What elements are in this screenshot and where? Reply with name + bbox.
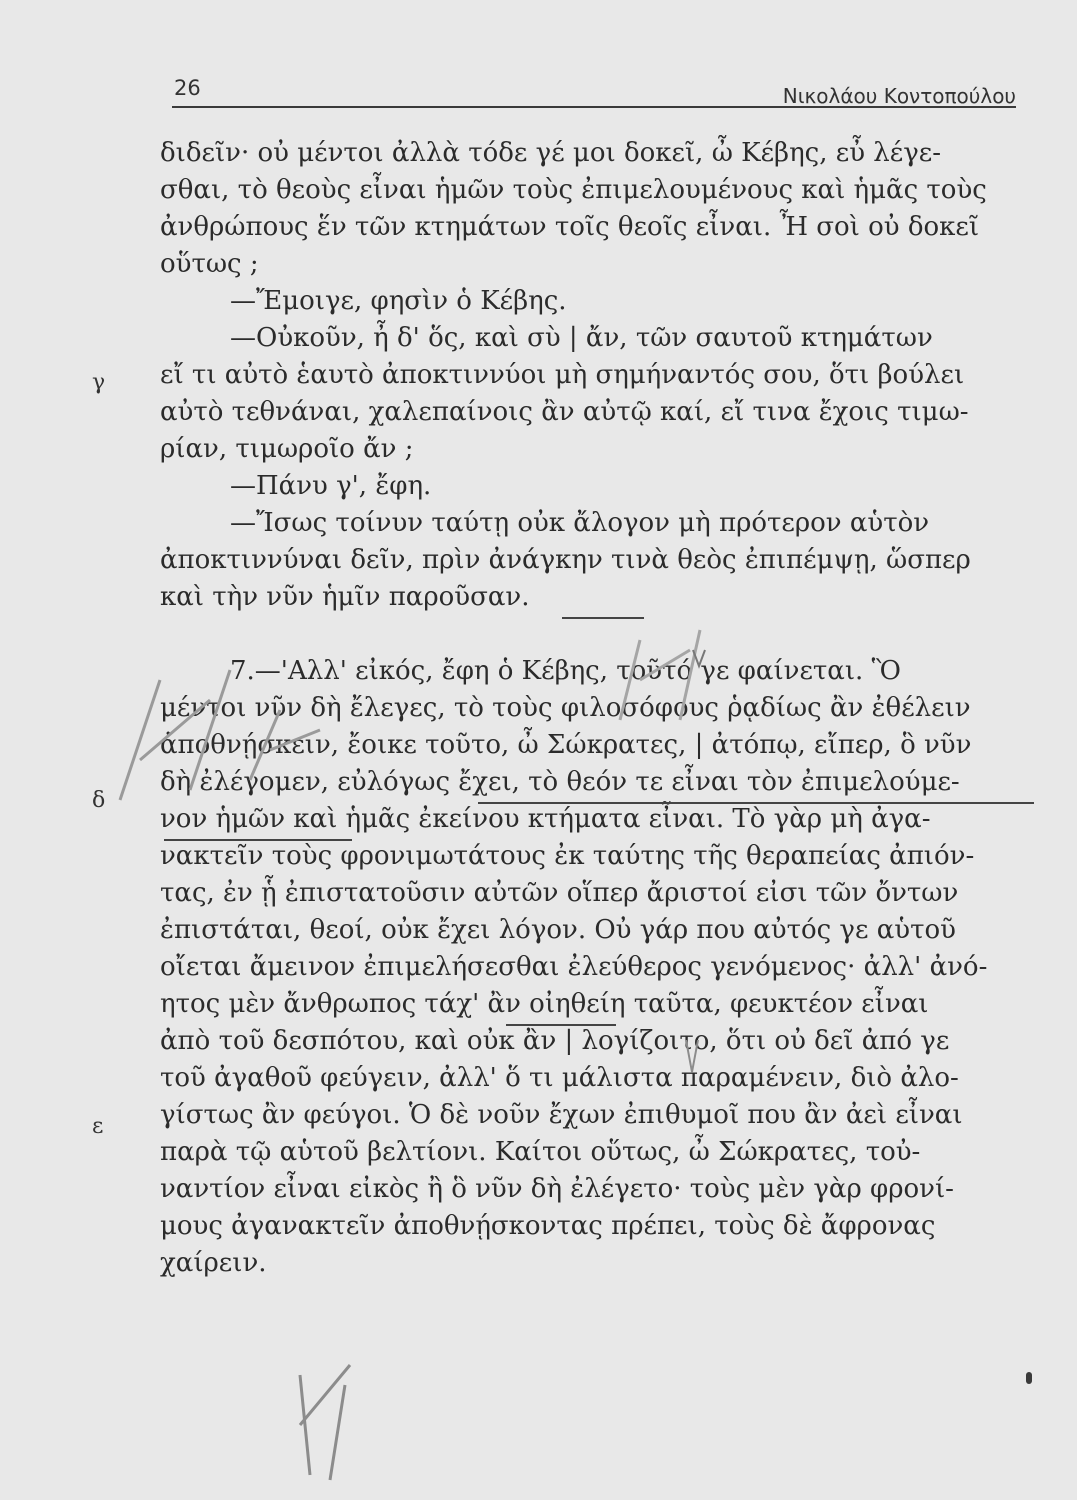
- text-line: γίστως ἂν φεύγοι. Ὁ δὲ νοῦν ἔχων ἐπιθυμοῖ που ἂν ἀεὶ εἶναι: [160, 1100, 963, 1130]
- text-line: μους ἀγανακτεῖν ἀποθνῄσκοντας πρέπει, τοὺς δὲ ἄφρονας: [160, 1211, 936, 1241]
- text-line: ἀποθνῄσκειν, ἔοικε τοῦτο, ὦ Σώκρατες, | ἀτόπῳ, εἴπερ, ὃ νῦν: [160, 730, 972, 760]
- text-line: —Ἴσως τοίνυν ταύτῃ οὐκ ἄλογον μὴ πρότερον αὑτὸν: [230, 508, 930, 538]
- text-line: ναντίον εἶναι εἰκὸς ἢ ὃ νῦν δὴ ἐλέγετο· τοὺς μὲν γὰρ φρονί-: [160, 1174, 954, 1204]
- text-line: παρὰ τῷ αὑτοῦ βελτίονι. Καίτοι οὕτως, ὦ Σώκρατες, τοὐ-: [160, 1137, 921, 1167]
- text-line: ρίαν, τιμωροῖο ἄν ;: [160, 434, 414, 464]
- ink-dot: [1026, 1372, 1032, 1384]
- text-line: —Οὐκοῦν, ἦ δ' ὅς, καὶ σὺ | ἄν, τῶν σαυτοῦ κτημάτων: [230, 323, 933, 353]
- margin-note-epsilon: ε: [92, 1114, 104, 1139]
- text-line: δὴ ἐλέγομεν, εὐλόγως ἔχει, τὸ θεόν τε εἶναι τὸν ἐπιμελούμε-: [160, 767, 960, 797]
- text-line: ἀποκτιννύναι δεῖν, πρὶν ἀνάγκην τινὰ θεὸς ἐπιπέμψῃ, ὥσπερ: [160, 545, 971, 575]
- text-line: τας, ἐν ᾗ ἐπιστατοῦσιν αὐτῶν οἵπερ ἄριστοί εἰσι τῶν ὄντων: [160, 878, 959, 908]
- text-line: 7.—'Αλλ' εἰκός, ἔφη ὁ Κέβης, τοῦτό γε φαίνεται. Ὃ: [230, 656, 901, 686]
- text-line: νακτεῖν τοὺς φρονιμωτάτους ἐκ ταύτης τῆς θεραπείας ἀπιόν-: [160, 841, 975, 871]
- pencil-scribble-bottom: [290, 1345, 370, 1485]
- text-line: μέντοι νῦν δὴ ἔλεγες, τὸ τοὺς φιλοσόφους ῥᾳδίως ἂν ἐθέλειν: [160, 693, 971, 723]
- text-line: νον ἡμῶν καὶ ἡμᾶς ἐκείνου κτήματα εἶναι. Τὸ γὰρ μὴ ἀγα-: [160, 804, 931, 834]
- blank-line: [160, 616, 1018, 653]
- text-line: χαίρειν.: [160, 1248, 267, 1278]
- text-line: οὕτως ;: [160, 249, 259, 279]
- text-line: ητος μὲν ἄνθρωπος τάχ' ἂν οἰηθείη ταῦτα, φευκτέον εἶναι: [160, 989, 929, 1019]
- running-head: Νικολάου Κοντοπούλου: [782, 84, 1016, 108]
- body-text: [160, 135, 1018, 1282]
- text-line: ἀνθρώπους ἕν τῶν κτημάτων τοῖς θεοῖς εἶναι. Ἦ σοὶ οὐ δοκεῖ: [160, 212, 980, 242]
- text-line: τοῦ ἀγαθοῦ φεύγειν, ἀλλ' ὅ τι μάλιστα παραμένειν, διὸ ἀλο-: [160, 1063, 959, 1093]
- text-line: —Πάνυ γ', ἔφη.: [230, 471, 432, 501]
- text-line: ἐπιστάται, θεοί, οὐκ ἔχει λόγον. Οὐ γάρ που αὐτός γε αὑτοῦ: [160, 915, 956, 945]
- text-line: αὐτὸ τεθνάναι, χαλεπαίνοις ἂν αὐτῷ καί, εἴ τινα ἔχοις τιμω-: [160, 397, 969, 427]
- page-number: 26: [174, 76, 201, 100]
- text-line: —Ἔμοιγε, φησὶν ὁ Κέβης.: [230, 286, 567, 316]
- text-line: σθαι, τὸ θεοὺς εἶναι ἡμῶν τοὺς ἐπιμελουμένους καὶ ἡμᾶς τοὺς: [160, 175, 987, 205]
- text-line: εἴ τι αὐτὸ ἑαυτὸ ἀποκτιννύοι μὴ σημήναντός σου, ὅτι βούλει: [160, 360, 965, 390]
- text-line: καὶ τὴν νῦν ἡμῖν παροῦσαν.: [160, 582, 530, 612]
- margin-note-gamma: γ: [92, 370, 106, 395]
- text-line: οἴεται ἄμεινον ἐπιμελήσεσθαι ἐλεύθερος γενόμενος· ἀλλ' ἀνό-: [160, 952, 988, 982]
- text-line: διδεῖν· οὐ μέντοι ἀλλὰ τόδε γέ μοι δοκεῖ, ὦ Κέβης, εὖ λέγε-: [160, 138, 942, 168]
- page-header: [172, 70, 1016, 108]
- text-line: ἀπὸ τοῦ δεσπότου, καὶ οὐκ ἂν | λογίζοιτο, ὅτι οὐ δεῖ ἀπό γε: [160, 1026, 950, 1056]
- margin-note-delta: δ: [92, 788, 106, 813]
